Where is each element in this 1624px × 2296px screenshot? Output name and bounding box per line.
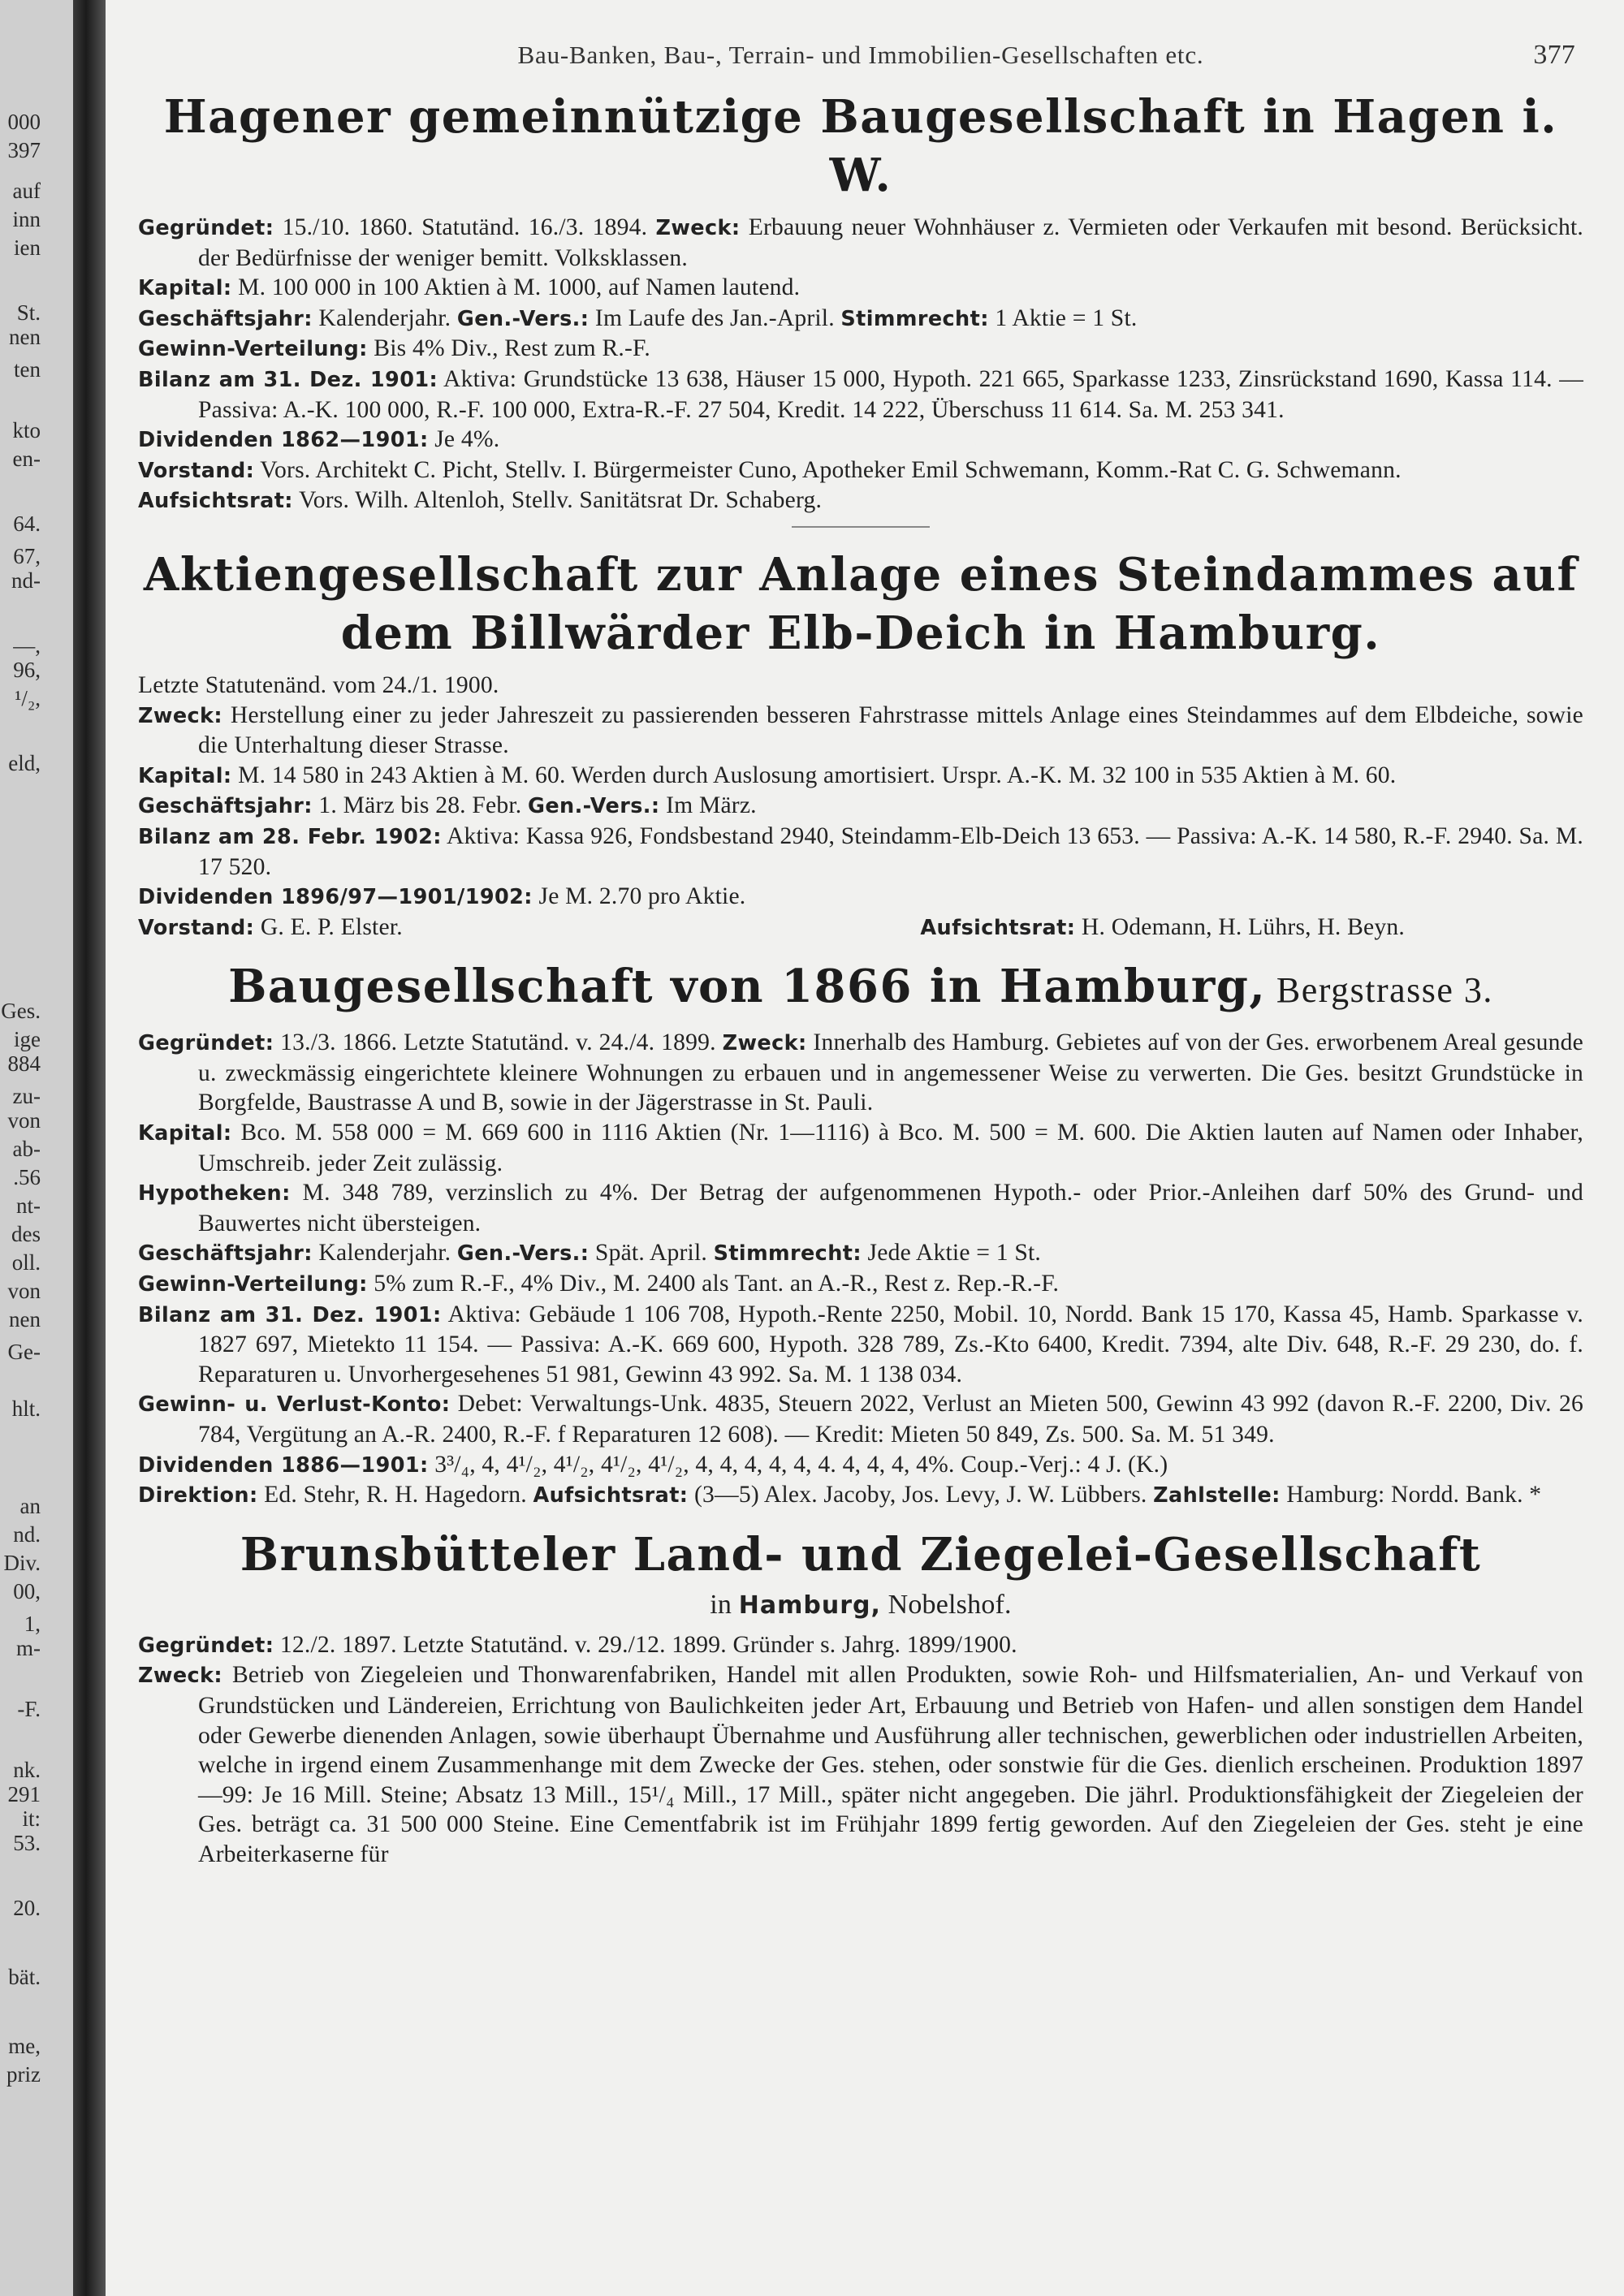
field-text: M. 348 789, verzinslich zu 4%. Der Betrag der aufgenommenen Hypoth.- oder Prior.-Anleihen darf 50% des Grund- und Bauwertes nicht übersteigen. [198, 1180, 1583, 1236]
field-text: 3³/₄, 4, 4¹/₂, 4¹/₂, 4¹/₂, 4¹/₂, 4, 4, 4, 4, 4, 4. 4, 4, 4, 4%. Coup.-Verj.: 4 J. (K.) [428, 1451, 1168, 1478]
company-entry-brunsbuettel [138, 1526, 1583, 1870]
entry-line [138, 671, 1583, 701]
field-label: Geschäftsjahr: [138, 794, 313, 819]
field-label: Dividenden 1862—1901: [138, 428, 429, 453]
facing-page-fragment: ten [14, 357, 41, 382]
field-text: M. 100 000 in 100 Aktien à M. 1000, auf Namen lautend. [231, 274, 801, 301]
facing-page-fragment: en- [12, 447, 41, 471]
field-label: Dividenden 1896/97—1901/1902: [138, 885, 533, 910]
field-text: 15./10. 1860. Statutänd. 16./3. 1894. [274, 214, 656, 240]
company-title-line: dem Billwärder Elb-Deich in Hamburg. [340, 606, 1381, 660]
field-text: Hamburg: Nordd. Bank. * [1280, 1482, 1542, 1508]
entry-line [138, 273, 1583, 304]
field-label: Gegründet: [138, 1633, 274, 1658]
field-label: Kapital: [138, 276, 232, 301]
field-text: Letzte Statutenänd. vom 24./1. 1900. [138, 671, 499, 698]
company-title-line: Aktiengesellschaft zur Anlage eines Steindammes auf [143, 547, 1579, 602]
field-label: Bilanz am 31. Dez. 1901: [138, 1302, 442, 1327]
field-label: Geschäftsjahr: [138, 1241, 313, 1267]
facing-page-fragment: inn [12, 207, 41, 231]
entry-line [138, 882, 1583, 913]
facing-page-fragment: 397 [7, 138, 41, 162]
field-text: Vors. Architekt C. Picht, Stellv. I. Bürgermeister Cuno, Apotheker Emil Schwemann, Komm.-Rat C. G. Schwemann. [254, 456, 1402, 483]
field-text: Ed. Stehr, R. H. Hagedorn. [257, 1482, 533, 1508]
facing-page-fragment: des [11, 1222, 41, 1246]
facing-page-fragment: hlt. [11, 1396, 41, 1421]
facing-page-fragment: Ges. [1, 999, 41, 1023]
field-text: 13./3. 1866. Letzte Statutänd. v. 24./4. 1899. [274, 1029, 723, 1056]
entry-line [138, 1630, 1583, 1661]
entry-line [138, 425, 1583, 455]
field-text: 1 Aktie = 1 St. [988, 304, 1138, 331]
facing-page-fragment: zu- [12, 1084, 41, 1108]
facing-page-fragment: nk. [13, 1758, 41, 1782]
company-entry-steindamm [138, 546, 1583, 943]
facing-page-edge [0, 0, 73, 2296]
entry-line [138, 1269, 1583, 1300]
book-gutter [73, 0, 106, 2296]
field-label: Bilanz am 31. Dez. 1901: [138, 367, 438, 392]
field-label: Stimmrecht: [840, 306, 989, 331]
field-label: Zweck: [138, 703, 223, 728]
entry-line [138, 791, 1583, 822]
company-entry-hagen [138, 88, 1583, 516]
board-group [138, 913, 403, 943]
section-divider [792, 526, 930, 528]
field-text: Kalenderjahr. [312, 304, 457, 331]
field-label: Aufsichtsrat: [533, 1483, 689, 1508]
entry-line [138, 334, 1583, 365]
facing-page-fragment: ien [14, 235, 41, 260]
field-text: Innerhalb des Hamburg. Gebietes auf von der Ges. erworbenem Areal gesunde u. zweckmässig eingerichtete kleinere Wohnungen zu erbauen und in angemessener Weise zu verwerten. Die Ges. besitzt Grundstücke in Borgfelde, Baustrasse A und B, sowie in der Jägerstrasse in St. Pauli. [198, 1029, 1583, 1116]
field-label: Gewinn-Verteilung: [138, 1272, 368, 1297]
field-text: Bco. M. 558 000 = M. 669 600 in 1116 Aktien (Nr. 1—1116) à Bco. M. 500 = M. 600. Die Aktien lauten auf Namen oder Inhaber, Umschreib. jeder Zeit zulässig. [198, 1120, 1583, 1176]
facing-page-fragment: me, [8, 2034, 41, 2058]
facing-page-fragment: 96, [13, 658, 41, 682]
field-label: Gen.-Vers.: [456, 1241, 590, 1267]
field-text: Aktiva: Gebäude 1 106 708, Hypoth.-Rente 2250, Mobil. 10, Nordd. Bank 15 170, Kassa 45, Hamb. Sparkasse v. 1827 697, Mietekto 11 154. — Passiva: A.-K. 669 600, Hypoth. 328 789, Zs.-Kto 6400, Kredit. 7394, alte Div. 648, R.-F. 29 230, do. f. Reparaturen u. Unvorhergesehenes 51 981, Gewinn 43 992. Sa. M. 1 138 034. [198, 1301, 1583, 1388]
entry-line [138, 455, 1583, 486]
facing-page-fragment: 1, [24, 1612, 41, 1636]
field-label: Gegründet: [138, 216, 274, 240]
location-city: Hamburg, [738, 1590, 881, 1620]
field-label: Dividenden 1886—1901: [138, 1452, 429, 1478]
field-text: Im März. [659, 792, 757, 819]
field-label: Gen.-Vers.: [528, 794, 660, 819]
entry-line [138, 913, 1583, 943]
field-text: Bis 4% Div., Rest zum R.-F. [367, 335, 650, 362]
field-label: Gewinn- u. Verlust-Konto: [138, 1392, 451, 1418]
field-text: M. 14 580 in 243 Aktien à M. 60. Werden durch Auslosung amortisiert. Urspr. A.-K. M. 32 100 in 535 Aktien à M. 60. [231, 762, 1397, 788]
company-title: Hagener gemeinnützige Baugesellschaft in Hagen i. W. [163, 90, 1558, 202]
facing-page-fragment: 20. [13, 1896, 41, 1920]
entry-line [138, 1238, 1583, 1269]
field-label: Kapital: [138, 763, 232, 788]
entry-line [138, 1028, 1583, 1118]
entry-line [138, 1178, 1583, 1238]
field-label: Stimmrecht: [713, 1241, 862, 1267]
facing-page-fragment: oll. [11, 1250, 41, 1275]
facing-page-fragment: nen [9, 325, 41, 349]
entry-line [138, 761, 1583, 792]
field-text: (3—5) Alex. Jacoby, Jos. Levy, J. W. Lübbers. [688, 1482, 1154, 1508]
document-page [106, 0, 1624, 2296]
facing-page-fragment: an [19, 1494, 41, 1518]
field-text: Debet: Verwaltungs-Unk. 4835, Steuern 2022, Verlust an Mieten 500, Gewinn 43 992 (davon R.-F. 2200, Div. 26 784, Vergütung an A.-R. 2400, R.-F. f Reparaturen 12 608). — Kredit: Mieten 50 849, Zs. 500. Sa. M. 51 349. [198, 1391, 1583, 1448]
facing-page-fragment: nt- [16, 1193, 41, 1218]
field-text: Spät. April. [589, 1240, 714, 1267]
field-label: Gewinn-Verteilung: [138, 337, 368, 362]
entry-line [138, 1480, 1583, 1511]
running-head [138, 41, 1583, 80]
field-text: 1. März bis 28. Febr. [312, 792, 528, 819]
field-label: Zweck: [138, 1664, 223, 1689]
location-prefix: in [710, 1589, 739, 1620]
entry-line [138, 304, 1583, 334]
field-text: H. Odemann, H. Lührs, H. Beyn. [1075, 913, 1405, 940]
facing-page-fragment: 000 [7, 110, 41, 134]
entry-line [138, 213, 1583, 273]
entry-line [138, 1118, 1583, 1178]
facing-page-fragment: eld, [8, 751, 41, 775]
field-text: Kalenderjahr. [312, 1240, 457, 1267]
facing-page-fragment: -F. [17, 1697, 41, 1721]
company-title [138, 957, 1583, 1020]
facing-page-fragment: —, [13, 633, 41, 658]
field-text: Herstellung einer zu jeder Jahreszeit zu passierenden besseren Fahrstrasse mittels Anlage eines Steindammes auf dem Elbdeiche, sowie die Unterhaltung dieser Strasse. [198, 701, 1583, 759]
facing-page-fragment: nen [9, 1307, 41, 1331]
field-text: Je 4%. [428, 426, 500, 453]
entry-line [138, 1450, 1583, 1481]
facing-page-fragment: St. [16, 300, 41, 325]
facing-page-fragment: ab- [12, 1137, 41, 1161]
company-entry-baugesellschaft-1866 [138, 957, 1583, 1511]
facing-page-fragment: Ge- [7, 1340, 41, 1364]
field-label: Gegründet: [138, 1031, 274, 1056]
facing-page-fragment: .56 [13, 1165, 41, 1189]
facing-page-fragment: von [7, 1279, 41, 1303]
field-label: Bilanz am 28. Febr. 1902: [138, 824, 442, 849]
company-title [138, 546, 1583, 662]
field-text: Im Laufe des Jan.-April. [589, 304, 841, 331]
field-label: Zahlstelle: [1153, 1483, 1281, 1508]
page-content [138, 41, 1583, 1870]
field-label: Zweck: [655, 216, 741, 240]
field-label: Hypotheken: [138, 1181, 291, 1206]
facing-page-fragment: Div. [3, 1551, 41, 1575]
page-number: 377 [1533, 40, 1575, 70]
company-address: Bergstrasse 3. [1266, 970, 1493, 1011]
entry-line [138, 1389, 1583, 1449]
board-group [920, 913, 1405, 943]
field-text: Vors. Wilh. Altenloh, Stellv. Sanitätsrat Dr. Schaberg. [292, 487, 823, 514]
field-label: Kapital: [138, 1121, 232, 1146]
facing-page-fragment: 53. [13, 1831, 41, 1855]
entry-line [138, 701, 1583, 761]
facing-page-fragment: it: [22, 1806, 41, 1831]
entry-line [138, 822, 1583, 882]
facing-page-fragment: auf [12, 179, 41, 203]
company-location [138, 1589, 1583, 1622]
field-text: Aktiva: Grundstücke 13 638, Häuser 15 000, Hypoth. 221 665, Sparkasse 1233, Zinsrückstand 1690, Kassa 114. — Passiva: A.-K. 100 000, R.-F. 100 000, Extra-R.-F. 27 504, Kredit. 14 222, Überschuss 11 614. Sa. M. 253 341. [198, 365, 1583, 423]
facing-page-fragment: 67, [13, 544, 41, 568]
field-text: Aktiva: Kassa 926, Fondsbestand 2940, Steindamm-Elb-Deich 13 653. — Passiva: A.-K. 14 580, R.-F. 2940. Sa. M. 17 520. [198, 822, 1583, 880]
field-label: Vorstand: [138, 458, 255, 483]
field-text: Je M. 2.70 pro Aktie. [532, 883, 746, 910]
field-text: 12./2. 1897. Letzte Statutänd. v. 29./12. 1899. Gründer s. Jahrg. 1899/1900. [274, 1631, 1017, 1658]
facing-page-fragment: 884 [7, 1051, 41, 1076]
facing-page-fragment: bät. [8, 1965, 41, 1989]
field-label: Direktion: [138, 1483, 258, 1508]
field-text: 5% zum R.-F., 4% Div., M. 2400 als Tant. an A.-R., Rest z. Rep.-R.-F. [367, 1271, 1060, 1297]
facing-page-fragment: nd- [11, 568, 41, 593]
location-address: Nobelshof. [880, 1589, 1012, 1620]
entry-line [138, 486, 1583, 516]
field-label: Aufsichtsrat: [920, 915, 1076, 940]
field-label: Aufsichtsrat: [138, 489, 293, 514]
facing-page-fragment: nd. [13, 1522, 41, 1547]
entry-line [138, 1300, 1583, 1390]
facing-page-fragment: 64. [13, 511, 41, 536]
field-label: Zweck: [722, 1031, 807, 1056]
field-label: Vorstand: [138, 915, 255, 940]
facing-page-fragment: von [7, 1108, 41, 1133]
field-text: Jede Aktie = 1 St. [861, 1240, 1042, 1267]
facing-page-fragment: ige [14, 1027, 41, 1051]
facing-page-fragment: priz [6, 2062, 41, 2087]
field-label: Geschäftsjahr: [138, 306, 313, 331]
facing-page-fragment: kto [12, 418, 41, 442]
company-title: Brunsbütteler Land- und Ziegelei-Gesellschaft [240, 1527, 1482, 1582]
field-label: Gen.-Vers.: [456, 306, 590, 331]
running-head-title: Bau-Banken, Bau-, Terrain- und Immobilien-Gesellschaften etc. [517, 41, 1204, 69]
company-title-main: Baugesellschaft von 1866 in Hamburg, [228, 960, 1267, 1014]
facing-page-fragment: 00, [13, 1579, 41, 1603]
entry-line [138, 365, 1583, 425]
facing-page-fragment: m- [16, 1636, 41, 1660]
facing-page-fragment: ¹/₂, [15, 686, 41, 710]
field-text: G. E. P. Elster. [254, 913, 403, 940]
field-text: Erbauung neuer Wohnhäuser z. Vermieten oder Verkaufen mit besond. Berücksicht. der Bedürfnisse der weniger bemitt. Volksklassen. [198, 214, 1583, 271]
facing-page-fragment: 291 [7, 1782, 41, 1806]
entry-line [138, 1660, 1583, 1869]
field-text: Betrieb von Ziegeleien und Thonwarenfabriken, Handel mit allen Produkten, sowie Roh- und Hilfsmaterialien, An- und Verkauf von Grundstücken und Ländereien, Errichtung von Baulichkeiten jeder Art, Erbauung und Betrieb von Hafen- und allen sonstigen dem Handel oder Gewerbe dienenden Anlagen, sowie überhaupt Übernahme und Ausführung aller technischen, gewerblichen oder industriellen Arbeiten, welche in irgend einem Zusammenhange mit dem Zwecke der Ges. stehen, oder sonstwie für die Ges. dienlich erscheinen. Produktion 1897—99: Je 16 Mill. Steine; Absatz 13 Mill., 15¹/₄ Mill., 17 Mill., später nicht angegeben. Die jährl. Produktionsfähigkeit der Ziegeleien der Ges. beträgt ca. 31 500 000 Steine. Eine Cementfabrik ist im Frühjahr 1899 fertig geworden. Auf den Ziegeleien der Ges. steht je eine Arbeiterkaserne für [198, 1662, 1583, 1867]
